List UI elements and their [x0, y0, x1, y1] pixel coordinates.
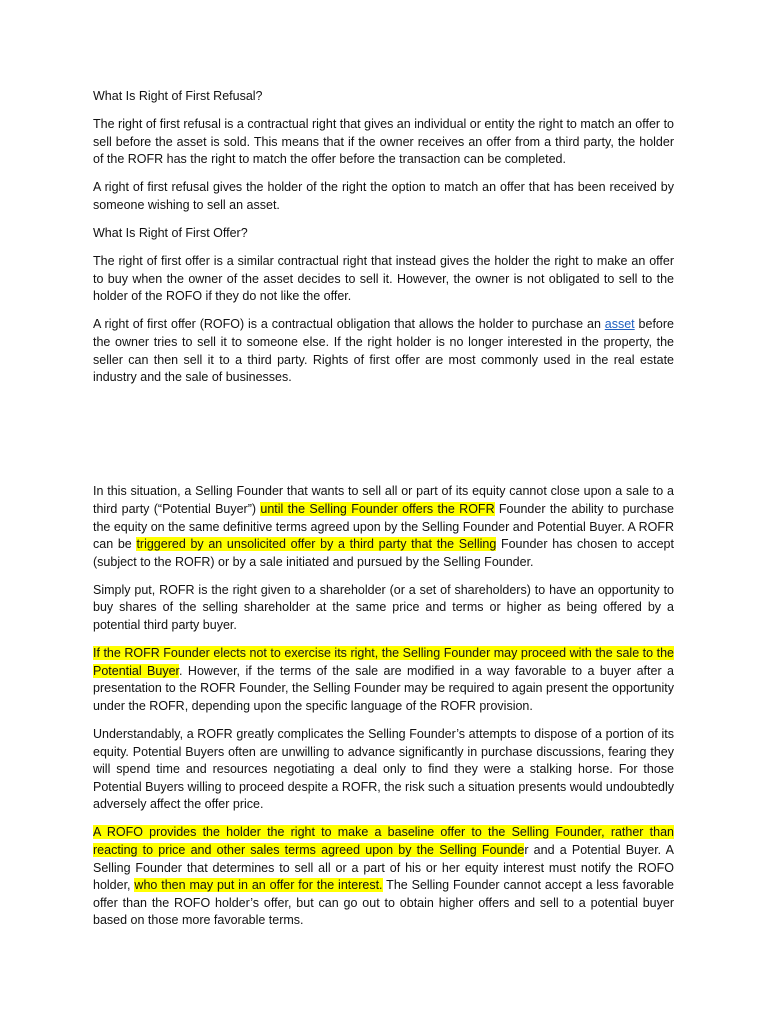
text-run: Founder has chosen to accept (subject to the ROFR) or by a sale initiated and pursued by the Selling Founder.: [93, 537, 674, 569]
asset-link[interactable]: asset: [604, 317, 635, 332]
document-page: [93, 88, 674, 940]
paragraph-selling-founder-situation: [93, 483, 674, 571]
text-run: Founder the ability to purchase the equity on the same definitive terms agreed upon by the Selling Founder and Potential Buyer. A ROFR can be: [93, 501, 674, 552]
highlighted-text: A ROFO provides the holder the right to make a baseline offer to the Selling Founder, rather than reacting to price and other sales terms agreed upon by the Selling Founde: [93, 825, 674, 857]
blank-spacer: [93, 397, 674, 483]
text-run: . However, if the terms of the sale are modified in a way favorable to a buyer after a presentation to the ROFR Founder, the Selling Founder may be required to again present the opportunity under the ROFR, depending upon the specific language of the ROFR provision.: [93, 663, 674, 713]
paragraph-rofr-summary: A right of first refusal gives the holder of the right the option to match an offer that has been received by someone wishing to sell an asset.: [93, 180, 674, 212]
text-run: r and a Potential Buyer. A Selling Founder that determines to sell all or a part of his or her equity interest must notify the ROFO holder,: [93, 843, 674, 893]
paragraph-rofr-founder-elects: [93, 645, 674, 715]
paragraph-rofr-definition: The right of first refusal is a contractual right that gives an individual or entity the right to match an offer to sell before the asset is sold. This means that if the owner receives an offer from a third party, the holder of the ROFR has the right to match the offer before the transaction can be completed.: [93, 117, 674, 167]
paragraph-rofr-complications: Understandably, a ROFR greatly complicates the Selling Founder’s attempts to dispose of a portion of its equity. Potential Buyers often are unwilling to advance significantly in purchase discussions, fearing they will spend time and resources negotiating a deal only to find they were a stalking horse. For those Potential Buyers willing to proceed despite a ROFR, the risk such a situation presents would undoubtedly adversely affect the offer price.: [93, 726, 674, 812]
text-run: In this situation, a Selling Founder that wants to sell all or part of its equity cannot close upon a sale to a third party (“Potential Buyer”): [93, 484, 674, 516]
paragraph-rofo-definition: The right of first offer is a similar contractual right that instead gives the holder the right to make an offer to buy when the owner of the asset decides to sell it. However, the owner is not obligated to sell to the holder of the ROFO if they do not like the offer.: [93, 254, 674, 304]
text-run: The Selling Founder cannot accept a less favorable offer than the ROFO holder’s offer, but can go out to obtain higher offers and sell to a potential buyer based on those more favorable terms.: [93, 878, 674, 928]
highlighted-text: If the ROFR Founder elects not to exercise its right, the Selling Founder may proceed with the sale to the Potential Buyer: [93, 646, 674, 678]
highlighted-text: triggered by an unsolicited offer by a third party that the Selling: [136, 537, 497, 552]
heading-right-of-first-offer: What Is Right of First Offer?: [93, 226, 248, 241]
highlighted-text: who then may put in an offer for the interest.: [134, 878, 383, 893]
text-run: A right of first offer (ROFO) is a contractual obligation that allows the holder to purchase an: [93, 317, 605, 332]
paragraph-rofo-obligation: [93, 316, 674, 386]
highlighted-text: until the Selling Founder offers the ROFR: [260, 501, 495, 516]
paragraph-rofo-baseline-offer: [93, 824, 674, 930]
text-run: before the owner tries to sell it to someone else. If the right holder is no longer interested in the property, the seller can then sell it to a third party. Rights of first offer are most commonly used in the real estate industry and the sale of businesses.: [93, 317, 674, 385]
paragraph-rofr-simply-put: Simply put, ROFR is the right given to a shareholder (or a set of shareholders) to have an opportunity to buy shares of the selling shareholder at the same price and terms or higher as being offered by a potential third party buyer.: [93, 582, 674, 632]
heading-right-of-first-refusal: What Is Right of First Refusal?: [93, 89, 263, 103]
